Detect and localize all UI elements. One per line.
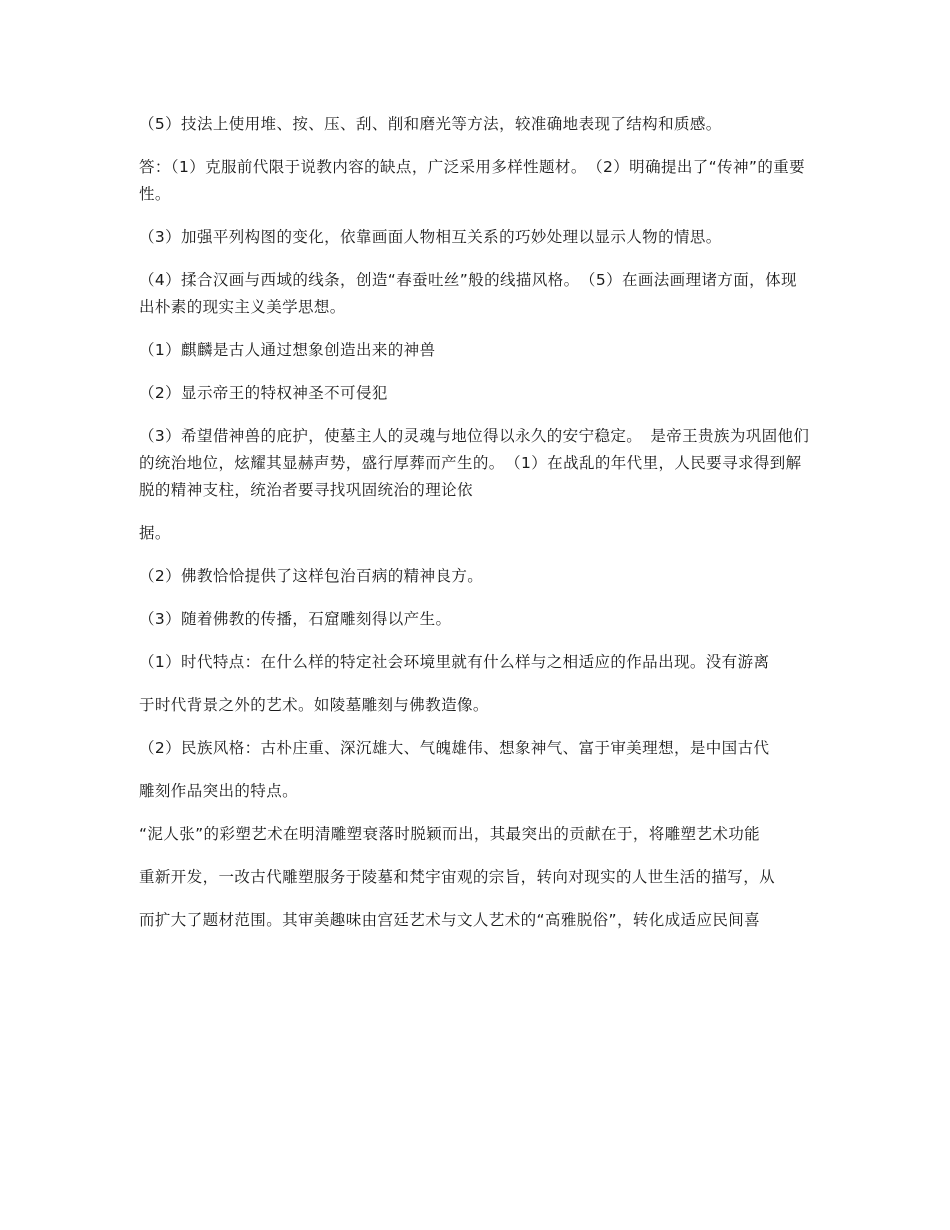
document-page <box>139 111 811 1201</box>
paragraph: “泥人张”的彩塑艺术在明清雕塑衰落时脱颖而出，其最突出的贡献在于，将雕塑艺术功能 <box>139 825 761 843</box>
paragraph: （2）佛教恰恰提供了这样包治百病的精神良方。 <box>139 567 484 585</box>
paragraph: （2）民族风格：古朴庄重、深沉雄大、气魄雄伟、想象神气、富于审美理想，是中国古代 <box>139 739 770 757</box>
paragraph: 据。 <box>139 524 171 542</box>
paragraph: 答：（1）克服前代限于说教内容的缺点，广泛采用多样性题材。 （2）明确提出了“传神”的重要性。 <box>139 158 806 203</box>
paragraph: 于时代背景之外的艺术。如陵墓雕刻与佛教造像。 <box>139 696 489 714</box>
paragraph: （1）时代特点：在什么样的特定社会环境里就有什么样与之相适应的作品出现。没有游离 <box>139 653 770 671</box>
paragraph: 雕刻作品突出的特点。 <box>139 782 299 800</box>
paragraph: 重新开发，一改古代雕塑服务于陵墓和梵宇宙观的宗旨，转向对现实的人世生活的描写，从 <box>139 868 776 886</box>
paragraph: （4）揉合汉画与西域的线条，创造“春蚕吐丝”般的线描风格。 （5）在画法画理诸方面，体现出朴素的现实主义美学思想。 <box>139 271 797 316</box>
paragraph: （2）显示帝王的特权神圣不可侵犯 <box>139 384 388 402</box>
paragraph: （3）加强平列构图的变化，依靠画面人物相互关系的巧妙处理以显示人物的情思。 <box>139 228 722 246</box>
paragraph: （3）随着佛教的传播，石窟雕刻得以产生。 <box>139 610 452 628</box>
paragraph: （3）希望借神兽的庇护，使墓主人的灵魂与地位得以永久的安宁稳定。 是帝王贵族为巩固他们的统治地位，炫耀其显赫声势，盛行厚葬而产生的。 （1）在战乱的年代里，人民要寻求得到解脱的精神支柱，统治者要寻找巩固统治的理论依 <box>139 427 810 499</box>
paragraph: （5）技法上使用堆、按、压、刮、削和磨光等方法，较准确地表现了结构和质感。 <box>139 115 722 133</box>
paragraph: 而扩大了题材范围。其审美趣味由宫廷艺术与文人艺术的“高雅脱俗”，转化成适应民间喜 <box>139 911 761 929</box>
paragraph: （1）麒麟是古人通过想象创造出来的神兽 <box>139 341 436 359</box>
